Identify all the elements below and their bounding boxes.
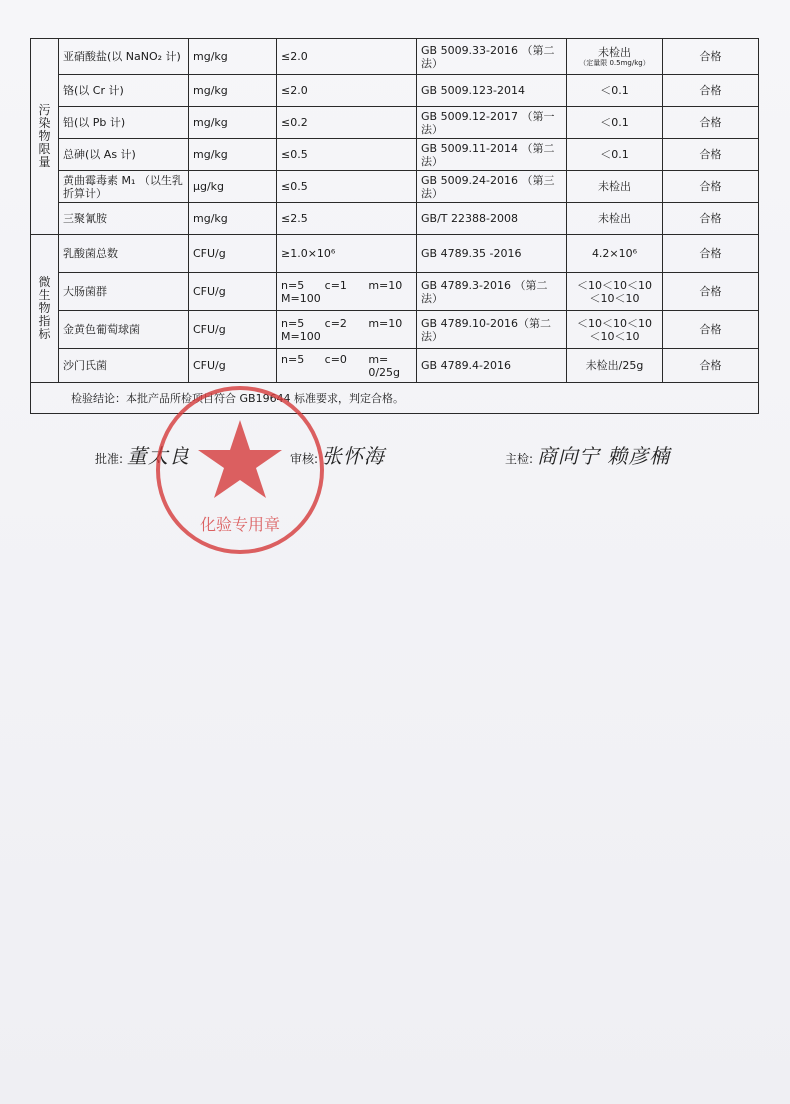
unit-cell: μg/kg (189, 171, 277, 203)
method-cell: GB 5009.33-2016 （第二法） (417, 39, 567, 75)
result-cell: 4.2×10⁶ (567, 235, 663, 273)
limit-cell: ≤0.5 (277, 139, 417, 171)
judgement-cell: 合格 (663, 235, 759, 273)
judgement-cell: 合格 (663, 75, 759, 107)
item-cell: 总砷(以 As 计) (59, 139, 189, 171)
limit-cell: ≥1.0×10⁶ (277, 235, 417, 273)
stamp-text: 化验专用章 (199, 515, 281, 534)
unit-cell: CFU/g (189, 273, 277, 311)
result-cell: ＜0.1 (567, 107, 663, 139)
category-cell: 微 生 物 指 标 (31, 235, 59, 383)
item-cell: 大肠菌群 (59, 273, 189, 311)
limit-cell: ≤2.0 (277, 39, 417, 75)
table-row (31, 235, 759, 273)
limit-cell: ≤2.5 (277, 203, 417, 235)
judgement-cell: 合格 (663, 139, 759, 171)
conclusion-cell: 检验结论：本批产品所检项目符合 GB19644 标准要求，判定合格。 (31, 383, 759, 414)
result-cell: 未检出 （定量限 0.5mg/kg） (567, 39, 663, 75)
method-cell: GB/T 22388-2008 (417, 203, 567, 235)
approve-name: 董太良 (126, 444, 190, 468)
method-cell: GB 4789.4-2016 (417, 349, 567, 383)
unit-cell: mg/kg (189, 39, 277, 75)
judgement-cell: 合格 (663, 107, 759, 139)
result-cell: 未检出/25g (567, 349, 663, 383)
result-cell: ＜10＜10＜10 ＜10＜10 (567, 311, 663, 349)
judgement-cell: 合格 (663, 273, 759, 311)
limit-cell: ≤0.5 (277, 171, 417, 203)
inspect-label: 主检: (505, 452, 534, 466)
inspect-signature (505, 440, 670, 469)
table-row (31, 203, 759, 235)
result-cell: 未检出 (567, 203, 663, 235)
unit-cell: CFU/g (189, 311, 277, 349)
table-row (31, 273, 759, 311)
item-cell: 黄曲霉毒素 M₁ （以生乳折算计） (59, 171, 189, 203)
item-cell: 铬(以 Cr 计) (59, 75, 189, 107)
judgement-cell: 合格 (663, 171, 759, 203)
table-row (31, 349, 759, 383)
limit-cell: ≤0.2 (277, 107, 417, 139)
judgement-cell: 合格 (663, 203, 759, 235)
method-cell: GB 4789.35 -2016 (417, 235, 567, 273)
judgement-cell: 合格 (663, 349, 759, 383)
item-cell: 沙门氏菌 (59, 349, 189, 383)
review-name: 张怀海 (321, 444, 385, 468)
unit-cell: mg/kg (189, 107, 277, 139)
table-row (31, 75, 759, 107)
table-row (31, 107, 759, 139)
table-row (31, 139, 759, 171)
method-cell: GB 5009.24-2016 （第三法） (417, 171, 567, 203)
unit-cell: mg/kg (189, 203, 277, 235)
review-label: 审核: (290, 452, 319, 466)
item-cell: 铅(以 Pb 计) (59, 107, 189, 139)
unit-cell: mg/kg (189, 139, 277, 171)
result-cell: ＜0.1 (567, 139, 663, 171)
limit-cell: n=5 c=1 m=10 M=100 (277, 273, 417, 311)
conclusion-row (31, 383, 759, 414)
item-cell: 亚硝酸盐(以 NaNO₂ 计) (59, 39, 189, 75)
item-cell: 三聚氰胺 (59, 203, 189, 235)
table-row (31, 311, 759, 349)
table-row (31, 171, 759, 203)
result-cell: 未检出 (567, 171, 663, 203)
method-cell: GB 5009.123-2014 (417, 75, 567, 107)
approve-label: 批准: (95, 452, 124, 466)
method-cell: GB 5009.12-2017 （第一法） (417, 107, 567, 139)
method-cell: GB 4789.10-2016（第二法） (417, 311, 567, 349)
limit-cell: n=5 c=0 m= 0/25g (277, 349, 417, 383)
unit-cell: mg/kg (189, 75, 277, 107)
item-cell: 金黄色葡萄球菌 (59, 311, 189, 349)
inspection-table (30, 38, 759, 414)
limit-cell: n=5 c=2 m=10 M=100 (277, 311, 417, 349)
official-stamp (150, 380, 330, 560)
method-cell: GB 4789.3-2016 （第二法） (417, 273, 567, 311)
table-row (31, 39, 759, 75)
category-cell: 污 染 物 限 量 (31, 39, 59, 235)
inspect-names: 商向宁 赖彦楠 (536, 444, 671, 468)
judgement-cell: 合格 (663, 311, 759, 349)
judgement-cell: 合格 (663, 39, 759, 75)
limit-cell: ≤2.0 (277, 75, 417, 107)
item-cell: 乳酸菌总数 (59, 235, 189, 273)
unit-cell: CFU/g (189, 235, 277, 273)
method-cell: GB 5009.11-2014 （第二法） (417, 139, 567, 171)
result-cell: ＜0.1 (567, 75, 663, 107)
result-cell: ＜10＜10＜10 ＜10＜10 (567, 273, 663, 311)
unit-cell: CFU/g (189, 349, 277, 383)
